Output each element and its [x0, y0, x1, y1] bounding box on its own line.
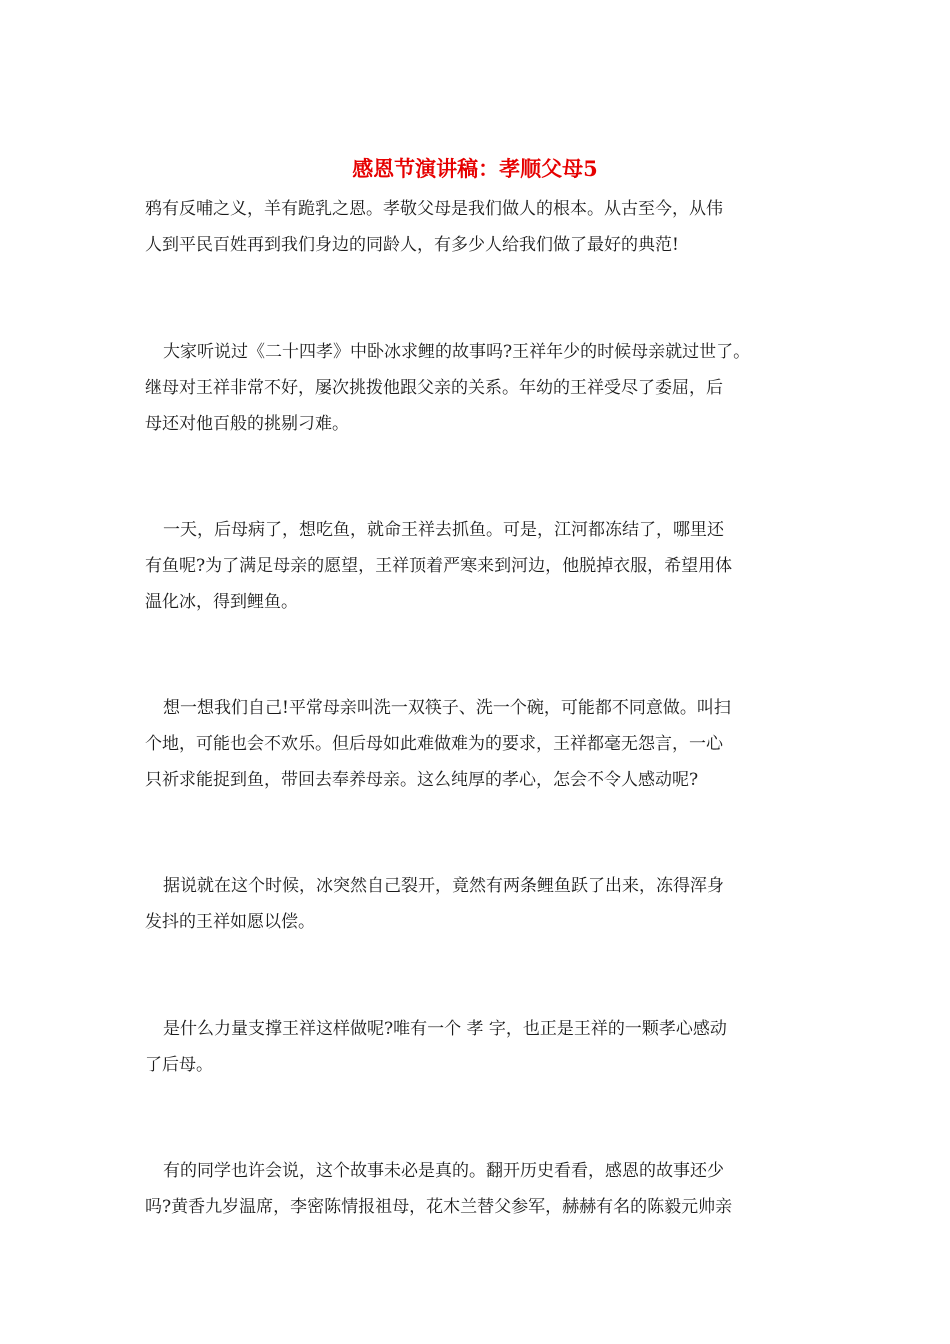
paragraph-line: 了后母。: [145, 1055, 213, 1075]
paragraph-1: [145, 191, 820, 263]
paragraph-line: 个地，可能也会不欢乐。但后母如此难做难为的要求，王祥都毫无怨言，一心: [145, 734, 723, 754]
paragraph-5: [145, 868, 820, 940]
paragraph-line: 有的同学也许会说，这个故事未必是真的。翻开历史看看，感恩的故事还少: [163, 1161, 724, 1181]
paragraph-6: [145, 1011, 820, 1083]
paragraph-line: 鸦有反哺之义，羊有跪乳之恩。孝敬父母是我们做人的根本。从古至今，从伟: [145, 199, 723, 219]
paragraph-2: [145, 334, 820, 442]
paragraph-line: 据说就在这个时候，冰突然自己裂开，竟然有两条鲤鱼跃了出来，冻得浑身: [163, 876, 724, 896]
paragraph-line: 发抖的王祥如愿以偿。: [145, 912, 315, 932]
paragraph-line: 继母对王祥非常不好，屡次挑拨他跟父亲的关系。年幼的王祥受尽了委屈，后: [145, 378, 723, 398]
paragraph-7: [145, 1153, 820, 1225]
paragraph-line: 只祈求能捉到鱼，带回去奉养母亲。这么纯厚的孝心，怎会不令人感动呢?: [145, 770, 699, 790]
paragraph-line: 吗?黄香九岁温席，李密陈情报祖母，花木兰替父参军，赫赫有名的陈毅元帅亲: [145, 1197, 733, 1217]
paragraph-line: 是什么力量支撑王祥这样做呢?唯有一个 孝 字，也正是王祥的一颗孝心感动: [163, 1019, 727, 1039]
paragraph-line: 有鱼呢?为了满足母亲的愿望，王祥顶着严寒来到河边，他脱掉衣服，希望用体: [145, 556, 733, 576]
paragraph-line: 人到平民百姓再到我们身边的同龄人，有多少人给我们做了最好的典范!: [145, 235, 679, 255]
page-title: 感恩节演讲稿：孝顺父母5: [352, 156, 598, 181]
paragraph-line: 想一想我们自己!平常母亲叫洗一双筷子、洗一个碗，可能都不同意做。叫扫: [163, 698, 731, 718]
paragraph-4: [145, 690, 820, 798]
paragraph-line: 温化冰，得到鲤鱼。: [145, 592, 298, 612]
paragraph-line: 一天，后母病了，想吃鱼，就命王祥去抓鱼。可是，江河都冻结了，哪里还: [163, 520, 724, 540]
paragraph-3: [145, 512, 820, 620]
paragraph-line: 母还对他百般的挑剔刁难。: [145, 414, 349, 434]
paragraph-line: 大家听说过《二十四孝》中卧冰求鲤的故事吗?王祥年少的时候母亲就过世了。: [163, 342, 751, 362]
